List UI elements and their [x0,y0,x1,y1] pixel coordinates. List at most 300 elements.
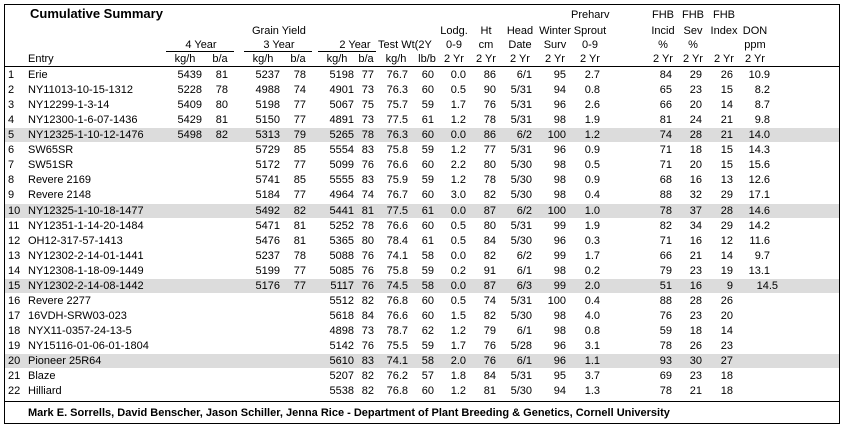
tw-unit: kg/h [385,53,407,65]
table-cell-n: 18 [8,325,21,337]
table-cell-surv: 98 [553,174,566,186]
table-cell-surv: 98 [553,189,566,201]
ht-unit: cm [478,39,494,51]
table-cell-incid: 76 [659,310,672,322]
table-cell-entry: NY15116-01-06-01-1804 [28,340,149,352]
table-cell-lb: 60 [421,310,434,322]
header-bottom-rule [5,66,839,67]
table-cell-n: 2 [8,84,15,96]
table-cell-lb: 58 [421,250,434,262]
test-wt-header: Test Wt(2Y [378,39,432,51]
table-cell-head: 5/30 [510,385,532,397]
table-cell-sev: 18 [689,144,702,156]
index-header: Index [710,25,738,37]
table-cell-lb: 60 [421,220,434,232]
table-cell-lodg: 1.7 [450,99,466,111]
table-cell-n: 13 [8,250,21,262]
incid-header: Incid [651,25,675,37]
table-cell-index: 15 [720,159,733,171]
table-cell-sprout: 0.2 [584,265,600,277]
table-cell-head: 5/31 [510,295,532,307]
table-cell-entry: Hilliard [28,385,62,397]
table-cell-sev: 21 [689,385,702,397]
table-cell-index: 14 [720,325,733,337]
table-cell-n: 12 [8,235,21,247]
table-cell-sprout: 1.9 [584,114,600,126]
table-cell-index: 15 [720,84,733,96]
table-cell-y2b: 83 [361,174,374,186]
table-cell-y3k: 5184 [255,189,280,201]
table-cell-entry: Pioneer 25R64 [28,355,102,367]
table-cell-lodg: 3.0 [450,189,466,201]
table-cell-lb: 59 [421,174,434,186]
table-cell-y2k: 5555 [329,174,354,186]
table-cell-surv: 94 [553,84,566,96]
table-cell-ht: 84 [483,235,496,247]
table-cell-surv: 98 [553,114,566,126]
table-cell-y2b: 78 [361,129,374,141]
table-cell-entry: NY12302-2-14-08-1442 [28,280,144,292]
table-cell-entry: NY12325-1-10-12-1476 [28,129,144,141]
table-cell-index: 20 [720,310,733,322]
table-cell-lodg: 0.5 [450,295,466,307]
incid-unit: % [658,39,668,51]
table-cell-ht: 79 [483,325,496,337]
sprout-scale: 0-9 [582,39,598,51]
table-cell-ht: 86 [483,129,496,141]
table-cell-head: 5/31 [510,370,532,382]
table-cell-n: 8 [8,174,15,186]
table-cell-incid: 82 [659,220,672,232]
table-cell-entry: NY12308-1-18-09-1449 [28,265,144,277]
table-cell-y4k: 5409 [177,99,202,111]
table-cell-surv: 96 [553,340,566,352]
y4-ba-unit: b/a [212,53,228,65]
table-cell-sev: 28 [689,295,702,307]
table-cell-y3k: 5741 [255,174,280,186]
table-cell-surv: 94 [553,385,566,397]
table-cell-incid: 78 [659,385,672,397]
index-yr-unit: 2 Yr [714,53,734,65]
table-cell-n: 20 [8,355,21,367]
table-cell-ht: 78 [483,114,496,126]
table-cell-y2b: 83 [361,355,374,367]
preharv-header: Preharv [571,9,610,21]
table-cell-sprout: 2.7 [584,69,600,81]
table-cell-index: 15 [720,144,733,156]
table-cell-sev: 26 [689,340,702,352]
fhb-incid-header: FHB [652,9,674,21]
table-cell-y2b: 77 [361,69,374,81]
table-cell-don: 8.7 [754,99,770,111]
table-cell-entry: SW51SR [28,159,74,171]
table-cell-head: 6/2 [516,205,532,217]
table-cell-surv: 95 [553,69,566,81]
table-cell-lb: 60 [421,189,434,201]
table-cell-n: 19 [8,340,21,352]
don-yr-unit: 2 Yr [745,53,765,65]
table-cell-head: 5/30 [510,189,532,201]
year4-header: 4 Year [185,39,217,51]
table-cell-lodg: 0.0 [450,129,466,141]
table-cell-index: 19 [720,265,733,277]
table-cell-lb: 60 [421,159,434,171]
table-cell-head: 6/1 [516,69,532,81]
table-cell-y2k: 5610 [329,355,354,367]
table-cell-y2b: 76 [361,250,374,262]
table-cell-sprout: 1.9 [584,220,600,232]
table-cell-head: 6/3 [516,280,532,292]
table-cell-y2k: 5067 [329,99,354,111]
table-cell-head: 6/1 [516,355,532,367]
fhb-index-header: FHB [713,9,735,21]
table-cell-y2k: 5265 [329,129,354,141]
table-cell-head: 6/1 [516,265,532,277]
table-cell-incid: 81 [659,114,672,126]
table-cell-lodg: 1.2 [450,144,466,156]
table-cell-y3b: 82 [293,205,306,217]
table-cell-tw: 77.5 [386,205,408,217]
table-cell-y2b: 82 [361,295,374,307]
table-cell-surv: 98 [553,159,566,171]
table-cell-incid: 78 [659,340,672,352]
table-cell-n: 16 [8,295,21,307]
table-cell-n: 7 [8,159,15,171]
table-cell-surv: 98 [553,265,566,277]
y2-underline [318,51,376,52]
table-cell-y2k: 4891 [329,114,354,126]
table-cell-don: 14.0 [748,129,770,141]
table-cell-index: 14 [720,99,733,111]
table-cell-y3b: 78 [293,250,306,262]
table-cell-ht: 87 [483,205,496,217]
table-cell-sev: 37 [689,205,702,217]
table-cell-lodg: 1.8 [450,370,466,382]
table-cell-y3b: 77 [293,189,306,201]
table-cell-ht: 87 [483,280,496,292]
table-cell-y2k: 5441 [329,205,354,217]
table-cell-y3b: 78 [293,69,306,81]
table-cell-surv: 96 [553,99,566,111]
table-cell-sev: 23 [689,310,702,322]
table-cell-sev: 32 [689,189,702,201]
table-cell-entry: NY12300-1-6-07-1436 [28,114,138,126]
table-cell-don: 11.6 [749,235,770,247]
table-cell-head: 5/30 [510,310,532,322]
table-cell-index: 26 [720,69,733,81]
table-cell-index: 26 [720,295,733,307]
winter-yr-unit: 2 Yr [545,53,565,65]
table-cell-sev: 21 [689,250,702,262]
table-cell-sev: 28 [689,129,702,141]
table-cell-tw: 76.7 [386,69,408,81]
table-cell-tw: 76.8 [386,295,408,307]
table-cell-sprout: 1.1 [584,355,600,367]
table-cell-surv: 98 [553,310,566,322]
table-cell-head: 5/31 [510,99,532,111]
table-cell-lodg: 0.2 [450,265,466,277]
table-cell-don: 12.6 [748,174,770,186]
table-cell-n: 4 [8,114,15,126]
table-cell-tw: 76.2 [386,370,408,382]
table-cell-ht: 82 [483,250,496,262]
table-cell-y2k: 4898 [329,325,354,337]
table-cell-ht: 80 [483,159,496,171]
table-cell-head: 5/31 [510,84,532,96]
table-cell-ht: 76 [483,340,496,352]
table-cell-head: 5/31 [510,114,532,126]
table-cell-y2k: 5538 [329,385,354,397]
table-cell-index: 29 [720,220,733,232]
table-cell-sev: 24 [689,114,702,126]
table-cell-head: 5/30 [510,159,532,171]
table-cell-don: 13.1 [748,265,770,277]
table-cell-sprout: 1.0 [584,205,600,217]
table-cell-y3k: 5198 [255,99,280,111]
table-cell-tw: 76.3 [386,84,408,96]
table-cell-sprout: 1.3 [584,385,600,397]
sprout-header: Sprout [573,25,607,37]
table-cell-y4k: 5429 [177,114,202,126]
table-cell-incid: 69 [659,370,672,382]
table-cell-y3k: 5237 [255,69,280,81]
table-cell-head: 6/2 [516,250,532,262]
table-cell-tw: 76.7 [386,189,408,201]
table-cell-incid: 74 [659,129,672,141]
table-cell-ht: 81 [483,385,496,397]
ht-header: Ht [480,25,492,37]
incid-yr-unit: 2 Yr [653,53,673,65]
table-cell-ht: 82 [483,310,496,322]
table-cell-tw: 77.5 [386,114,408,126]
table-cell-sev: 16 [689,280,702,292]
table-cell-index: 12 [720,235,733,247]
table-cell-y3k: 5237 [255,250,280,262]
table-cell-lb: 60 [421,69,434,81]
table-cell-y2k: 5252 [329,220,354,232]
table-cell-lodg: 0.0 [450,280,466,292]
table-cell-lb: 60 [421,84,434,96]
table-cell-sev: 23 [689,84,702,96]
table-cell-incid: 84 [659,69,672,81]
table-cell-lb: 59 [421,340,434,352]
table-cell-surv: 100 [547,129,566,141]
table-cell-y4b: 78 [215,84,228,96]
table-cell-index: 13 [720,174,733,186]
table-cell-tw: 75.8 [386,144,408,156]
table-cell-y3b: 77 [293,280,306,292]
table-cell-index: 28 [720,205,733,217]
table-cell-don: 14.6 [748,205,770,217]
table-cell-n: 9 [8,189,15,201]
table-cell-y2k: 5207 [329,370,354,382]
table-cell-lb: 60 [421,385,434,397]
table-cell-y2k: 4901 [329,84,354,96]
table-cell-n: 17 [8,310,21,322]
head-header: Head [506,25,534,37]
table-cell-tw: 74.5 [386,280,408,292]
table-cell-sprout: 3.1 [584,340,600,352]
lodg-scale: 0-9 [446,39,462,51]
table-cell-lodg: 0.5 [450,84,466,96]
table-cell-y2b: 83 [361,144,374,156]
table-cell-n: 22 [8,385,21,397]
footer-rule [5,401,839,402]
table-cell-y3b: 81 [293,220,306,232]
table-cell-n: 5 [8,129,15,141]
table-cell-head: 5/30 [510,235,532,247]
table-cell-lodg: 2.0 [450,355,466,367]
table-cell-y2b: 82 [361,370,374,382]
table-cell-lodg: 0.5 [450,220,466,232]
table-cell-lodg: 1.2 [450,325,466,337]
table-cell-lodg: 1.5 [450,310,466,322]
table-cell-y3k: 5199 [255,265,280,277]
table-cell-entry: Revere 2169 [28,174,91,186]
table-cell-sprout: 0.5 [584,159,600,171]
grain-yield-header: Grain Yield [252,25,306,37]
table-cell-incid: 71 [659,144,672,156]
winter-header: Winter [539,25,571,37]
table-cell-y3b: 77 [293,99,306,111]
table-cell-sprout: 4.0 [584,310,600,322]
table-cell-y3b: 74 [293,84,306,96]
table-cell-entry: NYX11-0357-24-13-5 [28,325,132,337]
table-cell-ht: 76 [483,99,496,111]
table-cell-ht: 86 [483,69,496,81]
table-cell-lb: 61 [421,114,434,126]
table-cell-y2k: 5099 [329,159,354,171]
table-cell-y2k: 5117 [330,280,354,292]
sev-yr-unit: 2 Yr [683,53,703,65]
table-cell-incid: 78 [659,205,672,217]
year3-header: 3 Year [263,39,295,51]
table-cell-don: 15.6 [748,159,770,171]
table-cell-head: 6/2 [516,129,532,141]
table-cell-head: 5/28 [510,340,532,352]
sprout-yr-unit: 2 Yr [580,53,600,65]
table-cell-y2k: 5365 [329,235,354,247]
table-cell-incid: 66 [659,99,672,111]
table-cell-surv: 99 [553,280,566,292]
table-cell-entry: NY12351-1-14-20-1484 [28,220,144,232]
table-cell-tw: 75.9 [386,174,408,186]
y4-underline [166,51,234,52]
table-cell-n: 14 [8,265,21,277]
table-cell-n: 21 [8,370,21,382]
table-cell-entry: OH12-317-57-1413 [28,235,123,247]
table-cell-y2k: 5142 [329,340,354,352]
table-cell-incid: 88 [659,295,672,307]
table-cell-head: 6/1 [516,325,532,337]
head-date: Date [508,39,532,51]
table-cell-tw: 74.1 [386,355,408,367]
table-cell-index: 9 [726,280,733,292]
table-cell-y3b: 77 [293,114,306,126]
table-cell-lb: 59 [421,99,434,111]
table-cell-tw: 76.8 [386,385,408,397]
table-cell-y4b: 80 [215,99,228,111]
table-cell-tw: 76.3 [386,129,408,141]
table-cell-y3k: 5172 [255,159,280,171]
table-cell-ht: 82 [483,189,496,201]
table-cell-entry: Revere 2277 [28,295,91,307]
table-cell-lb: 61 [421,205,434,217]
table-cell-entry: NY12325-1-10-18-1477 [28,205,144,217]
table-cell-y3k: 5471 [255,220,280,232]
table-cell-y2k: 5554 [329,144,354,156]
table-cell-tw: 76.6 [386,159,408,171]
table-cell-y3k: 5492 [255,205,280,217]
table-cell-n: 11 [8,220,20,232]
table-cell-lodg: 0.0 [450,205,466,217]
table-cell-y2b: 84 [361,310,374,322]
table-cell-don: 10.9 [748,69,770,81]
table-cell-sev: 34 [689,220,702,232]
table-cell-y3b: 81 [293,235,306,247]
table-cell-entry: 16VDH-SRW03-023 [28,310,127,322]
table-cell-y4k: 5439 [177,69,202,81]
table-cell-y2b: 76 [361,159,374,171]
table-cell-tw: 75.7 [386,99,408,111]
table-cell-tw: 76.6 [386,310,408,322]
table-cell-y3k: 4988 [255,84,280,96]
table-cell-entry: Erie [28,69,48,81]
table-cell-incid: 66 [659,250,672,262]
table-cell-sprout: 2.0 [584,280,600,292]
table-cell-lb: 59 [421,265,434,277]
table-cell-sev: 29 [689,69,702,81]
table-cell-index: 18 [720,385,733,397]
y3-ba-unit: b/a [290,53,306,65]
table-cell-tw: 76.6 [386,220,408,232]
don-unit: ppm [744,39,766,51]
don-header: DON [742,25,768,37]
table-cell-lb: 60 [421,129,434,141]
table-cell-y4b: 81 [215,114,228,126]
table-cell-don: 14.2 [748,220,770,232]
table-cell-n: 6 [8,144,15,156]
table-cell-sev: 23 [689,265,702,277]
table-cell-ht: 80 [483,220,496,232]
table-cell-surv: 98 [553,325,566,337]
table-cell-incid: 88 [659,189,672,201]
credits-footer: Mark E. Sorrells, David Benscher, Jason Schiller, Jenna Rice - Department of Plant Breeding & Genetics, Cornell University [28,407,670,419]
table-cell-sprout: 0.4 [584,295,600,307]
table-cell-incid: 71 [659,159,672,171]
table-cell-y4b: 81 [215,69,228,81]
table-cell-entry: NY12302-2-14-01-1441 [28,250,144,262]
table-cell-incid: 71 [659,235,672,247]
table-cell-surv: 100 [547,205,566,217]
table-cell-lodg: 2.2 [450,159,466,171]
table-cell-n: 10 [8,205,21,217]
table-cell-tw: 75.5 [386,340,408,352]
y4-kgh-unit: kg/h [174,53,196,65]
table-cell-tw: 75.8 [386,265,408,277]
table-cell-y2k: 5085 [329,265,354,277]
table-cell-lb: 58 [421,280,434,292]
table-cell-lodg: 0.0 [450,250,466,262]
table-cell-y2b: 75 [361,99,374,111]
sev-header: Sev [683,25,703,37]
table-cell-y2k: 5618 [329,310,354,322]
table-cell-lodg: 1.7 [450,340,466,352]
table-cell-y3k: 5729 [255,144,280,156]
table-cell-y2b: 76 [361,280,374,292]
table-cell-incid: 51 [659,280,672,292]
table-cell-sprout: 1.7 [584,250,600,262]
